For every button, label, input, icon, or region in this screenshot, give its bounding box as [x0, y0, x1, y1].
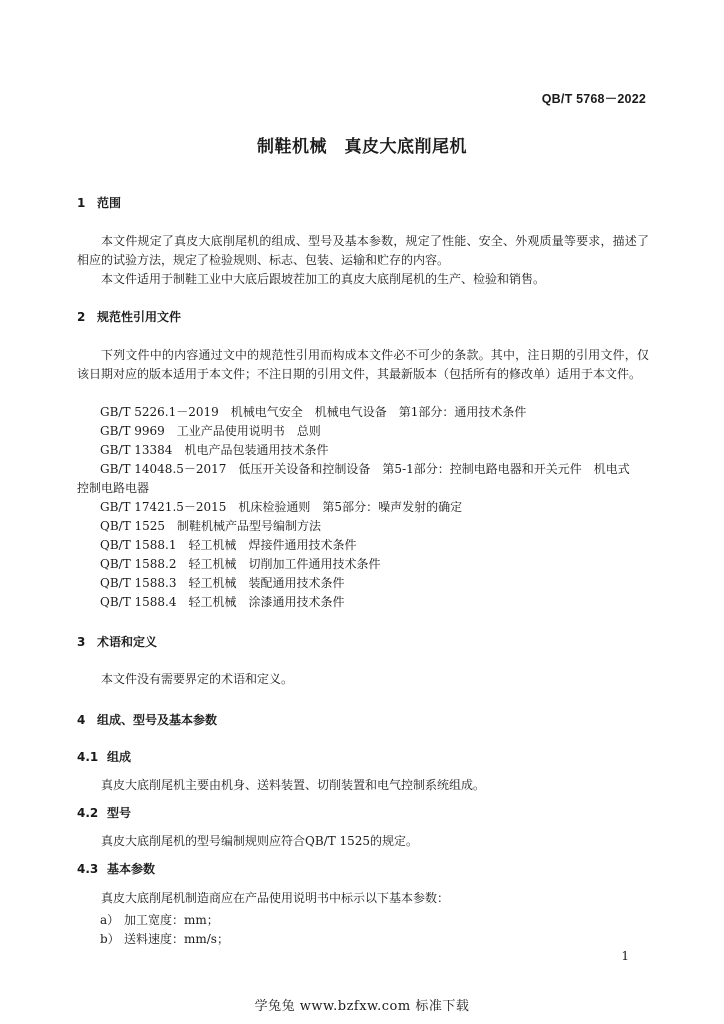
scope-paragraph-1: 本文件规定了真皮大底削尾机的组成、型号及基本参数，规定了性能、安全、外观质量等要求，描述了相应的试验方法，规定了检验规则、标志、包装、运输和贮存的内容。: [77, 234, 649, 267]
param-item-text: 送料速度：mm/s；: [124, 932, 229, 946]
section-4-1-heading: [77, 748, 131, 765]
param-item: [100, 911, 219, 928]
section-title: 型号: [107, 806, 132, 820]
reference-item-continuation: 控制电路电器: [77, 481, 150, 495]
section-number: 4.3: [77, 862, 99, 876]
terms-paragraph: 本文件没有需要界定的术语和定义。: [101, 672, 294, 686]
section-2-heading: [77, 308, 181, 325]
reference-item: QB/T 1588.4 轻工机械 涂漆通用技术条件: [100, 595, 345, 609]
params-paragraph: 真皮大底削尾机制造商应在产品使用说明书中标示以下基本参数：: [101, 891, 450, 905]
reference-item: GB/T 5226.1－2019 机械电气安全 机械电气设备 第1部分：通用技术条件: [100, 405, 527, 419]
reference-item: QB/T 1588.2 轻工机械 切削加工件通用技术条件: [100, 557, 381, 571]
section-number: 4.1: [77, 750, 99, 764]
param-item: [100, 930, 229, 947]
composition-paragraph: 真皮大底削尾机主要由机身、送料装置、切削装置和电气控制系统组成。: [101, 778, 486, 792]
scope-paragraph-2: 本文件适用于制鞋工业中大底后跟坡茬加工的真皮大底削尾机的生产、检验和销售。: [101, 272, 546, 286]
section-title: 规范性引用文件: [97, 310, 182, 324]
section-4-heading: [77, 711, 217, 728]
standard-code: QB/T 5768－2022: [541, 92, 646, 106]
section-number: 1: [77, 196, 86, 210]
section-title: 范围: [97, 196, 122, 210]
section-number: 2: [77, 310, 86, 324]
page-number: 1: [621, 949, 629, 963]
param-item-label: a）: [100, 913, 120, 927]
reference-item: QB/T 1525 制鞋机械产品型号编制方法: [100, 519, 322, 533]
section-title: 组成、型号及基本参数: [97, 713, 218, 727]
section-1-heading: [77, 194, 121, 211]
references-intro: 下列文件中的内容通过文中的规范性引用而构成本文件必不可少的条款。其中，注日期的引用文件，仅该日期对应的版本适用于本文件；不注日期的引用文件，其最新版本（包括所有的修改单）适用于本文件。: [77, 348, 649, 381]
section-number: 3: [77, 635, 86, 649]
section-4-2-heading: [77, 804, 131, 821]
reference-item: GB/T 13384 机电产品包装通用技术条件: [100, 443, 329, 457]
section-title: 术语和定义: [97, 635, 158, 649]
reference-item: QB/T 1588.3 轻工机械 装配通用技术条件: [100, 576, 345, 590]
model-paragraph: 真皮大底削尾机的型号编制规则应符合QB/T 1525的规定。: [101, 834, 419, 848]
section-title: 基本参数: [107, 862, 156, 876]
reference-item: GB/T 9969 工业产品使用说明书 总则: [100, 424, 321, 438]
section-3-heading: [77, 633, 157, 650]
section-title: 组成: [107, 750, 132, 764]
reference-item: QB/T 1588.1 轻工机械 焊接件通用技术条件: [100, 538, 357, 552]
reference-item: GB/T 14048.5－2017 低压开关设备和控制设备 第5-1部分：控制电路电器和开关元件 机电式: [100, 462, 630, 476]
reference-item: GB/T 17421.5－2015 机床检验通则 第5部分：噪声发射的确定: [100, 500, 463, 514]
param-item-label: b）: [100, 932, 120, 946]
footer-watermark: 学兔兔 www.bzfxw.com 标准下载: [254, 999, 470, 1014]
section-number: 4: [77, 713, 86, 727]
section-number: 4.2: [77, 806, 99, 820]
section-4-3-heading: [77, 860, 155, 877]
param-item-text: 加工宽度：mm；: [124, 913, 219, 927]
document-title: 制鞋机械 真皮大底削尾机: [257, 137, 467, 157]
